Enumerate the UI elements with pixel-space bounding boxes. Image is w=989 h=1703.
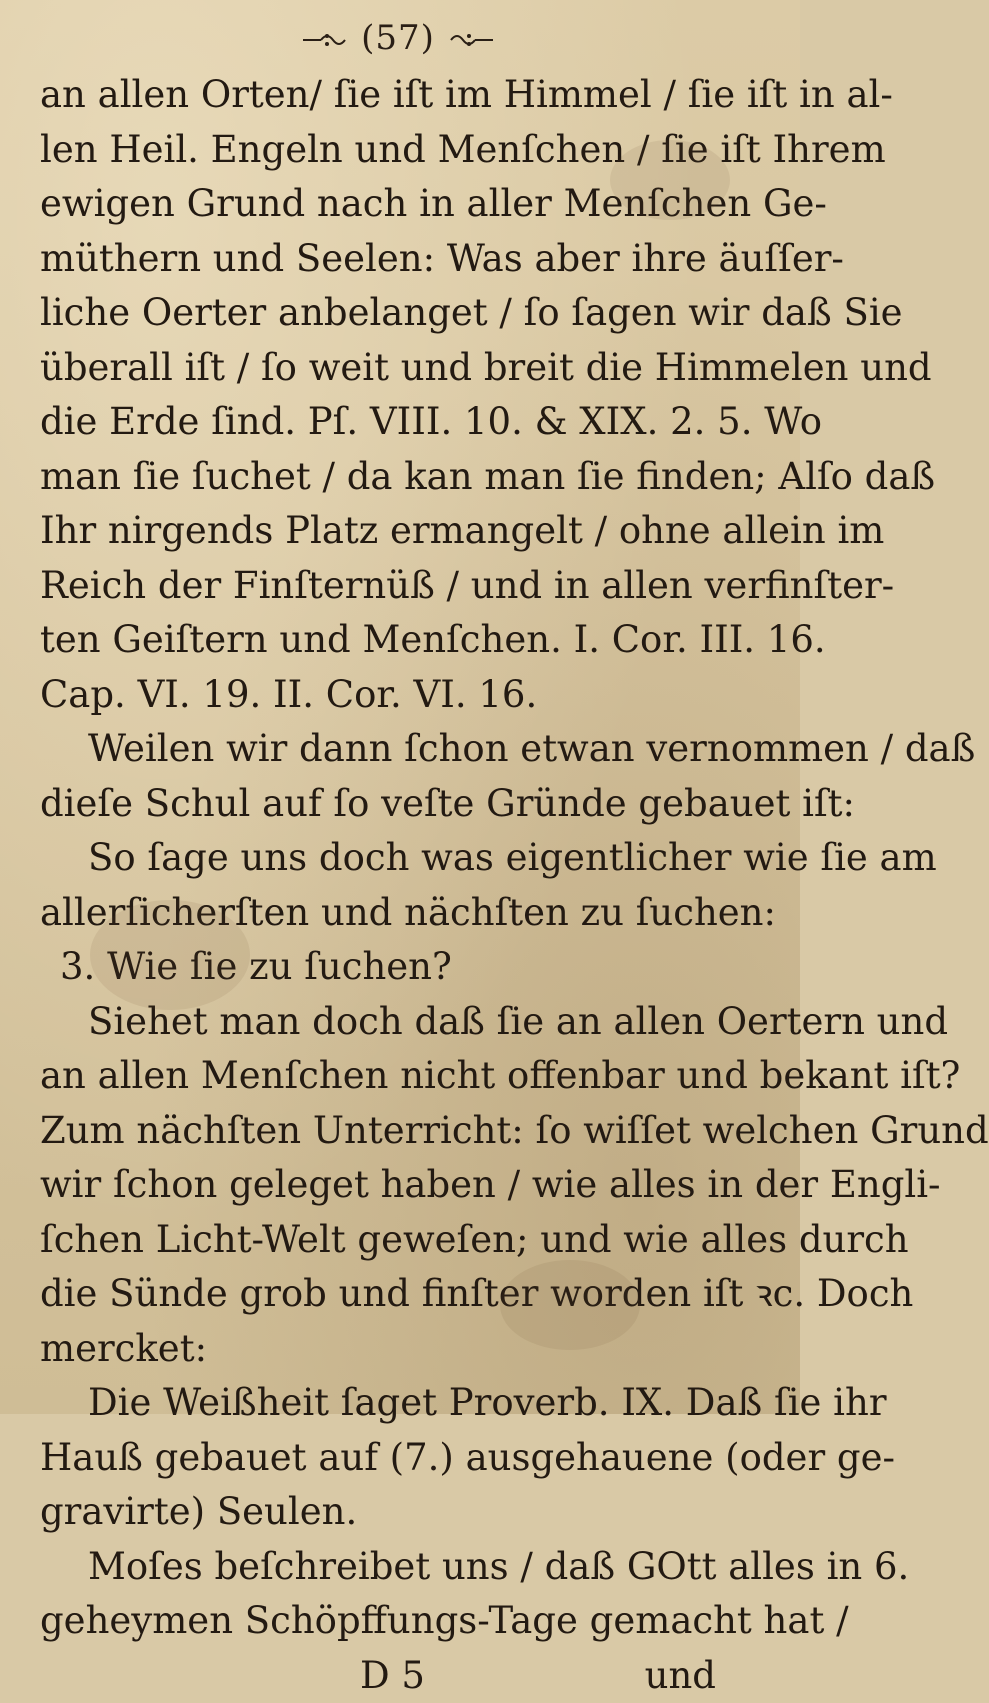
text-line: gravirte) Seulen.	[40, 1485, 756, 1540]
text-line: Hauß gebauet auf (7.) ausgehauene (oder ge-	[40, 1431, 756, 1486]
text-line: wir ſchon geleget haben / wie alles in der Engli-	[40, 1158, 756, 1213]
text-line: geheymen Schöpffungs-Tage gemacht hat /	[40, 1594, 756, 1649]
paragraph-start-line: Siehet man doch daß ſie an allen Oertern und	[40, 995, 756, 1050]
text-line: überall iſt / ſo weit und breit die Himmelen und	[40, 341, 756, 396]
text-line: an allen Orten/ ſie iſt im Himmel / ſie iſt in al-	[40, 68, 756, 123]
text-line: ten Geiſtern und Menſchen. I. Cor. III. 16.	[40, 613, 756, 668]
paper-stain	[90, 900, 250, 1010]
text-line: müthern und Seelen: Was aber ihre äuſſer-	[40, 232, 756, 287]
signature-mark: D 5	[360, 1649, 425, 1703]
page-number: (57)	[361, 18, 435, 58]
paragraph-start-line: Die Weißheit ſaget Proverb. IX. Daß ſie ihr	[40, 1376, 756, 1431]
page-footer	[40, 1649, 756, 1703]
text-line: allerſicherſten und nächſten zu ſuchen:	[40, 886, 756, 941]
paragraph-start-line: So ſage uns doch was eigentlicher wie ſie am	[40, 831, 756, 886]
text-line: liche Oerter anbelanget / ſo ſagen wir daß Sie	[40, 286, 756, 341]
text-line: len Heil. Engeln und Menſchen / ſie iſt Ihrem	[40, 123, 756, 178]
right-ornament-icon	[443, 30, 495, 50]
section-heading: 3. Wie ſie zu ſuchen?	[40, 940, 756, 995]
text-line: die Sünde grob und finſter worden iſt ꝛc. Doch	[40, 1267, 756, 1322]
paper-stain	[610, 140, 730, 220]
page-header	[40, 16, 756, 64]
left-ornament-icon	[301, 30, 353, 50]
text-line: Zum nächſten Unterricht: ſo wiſſet welchen Grund	[40, 1104, 756, 1159]
text-line: an allen Menſchen nicht offenbar und bekant iſt?	[40, 1049, 756, 1104]
text-line: dieſe Schul auf ſo veſte Gründe gebauet iſt:	[40, 777, 756, 832]
text-line: Cap. VI. 19. II. Cor. VI. 16.	[40, 668, 756, 723]
paragraph-start-line: Weilen wir dann ſchon etwan vernommen / daß	[40, 722, 756, 777]
text-line: man ſie ſuchet / da kan man ſie finden; Alſo daß	[40, 450, 756, 505]
text-line: Reich der Finſternüß / und in allen verfinſter-	[40, 559, 756, 614]
text-line: ſchen Licht-Welt geweſen; und wie alles durch	[40, 1213, 756, 1268]
text-line: mercket:	[40, 1322, 756, 1377]
catchword: und	[645, 1649, 716, 1703]
text-line: Ihr nirgends Platz ermangelt / ohne allein im	[40, 504, 756, 559]
paragraph-start-line: Moſes beſchreibet uns / daß GOtt alles in 6.	[40, 1540, 756, 1595]
paper-stain	[500, 1260, 640, 1350]
body-text	[40, 68, 756, 1649]
text-line: die Erde ſind. Pſ. VIII. 10. & XIX. 2. 5. Wo	[40, 395, 756, 450]
text-line: ewigen Grund nach in aller Menſchen Ge-	[40, 177, 756, 232]
